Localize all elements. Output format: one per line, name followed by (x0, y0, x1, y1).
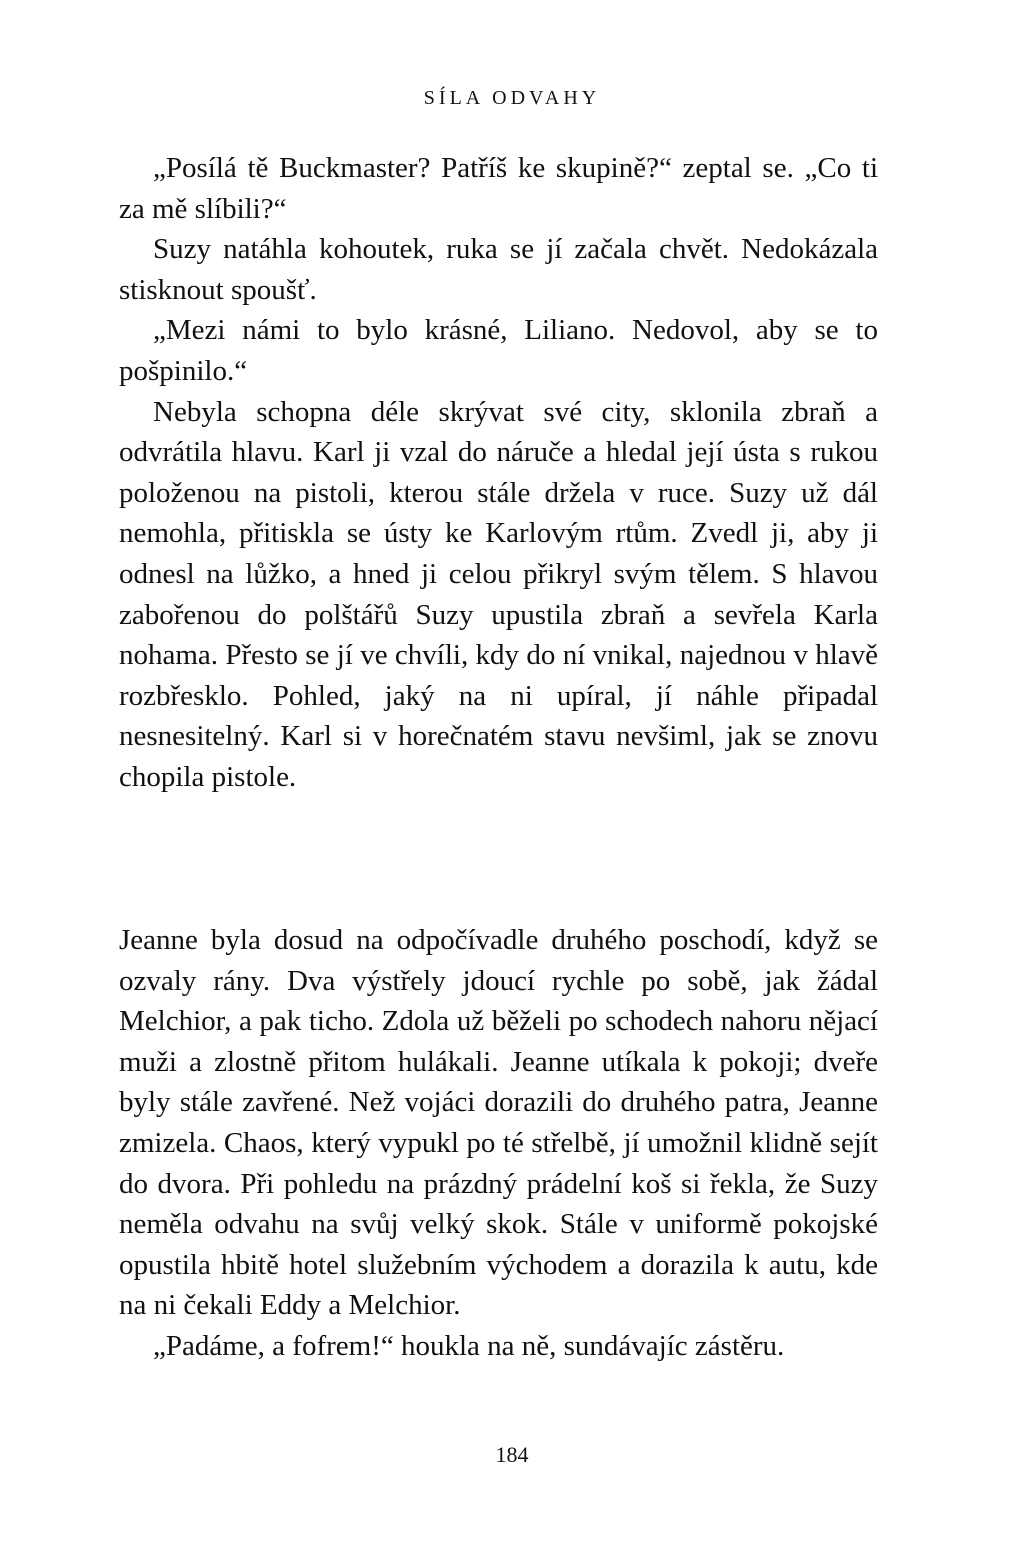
paragraph: „Posílá tě Buckmaster? Patříš ke skupině?“ zeptal se. „Co ti za mě slíbili?“ (119, 152, 878, 225)
page-number: 184 (495, 1442, 529, 1467)
running-head: SÍLA ODVAHY (423, 87, 601, 109)
section-1 (119, 148, 878, 798)
paragraph: Suzy natáhla kohoutek, ruka se jí začala chvět. Nedokázala stisknout spoušť. (119, 233, 878, 306)
paragraph: „Padáme, a fofrem!“ houkla na ně, sundávajíc zástěru. (153, 1329, 785, 1362)
paragraph: Nebyla schopna déle skrývat své city, sklonila zbraň a odvrátila hlavu. Karl ji vzal do náruče a hledal její ústa s rukou položenou na pistoli, kterou stále držela v ruce. Suzy už dál nemohla, přitiskla se ústy ke Karlovým rtům. Zvedl ji, aby ji odnesl na lůžko, a hned ji celou přikryl svým tělem. S hlavou zabořenou do polštářů Suzy upustila zbraň a sevřela Karla nohama. Přesto se jí ve chvíli, kdy do ní vnikal, najednou v hlavě rozbřesklo. Pohled, jaký na ni upíral, jí náhle připadal nesnesitelný. Karl si v horečnatém stavu nevšiml, jak se znovu chopila pistole. (119, 395, 878, 793)
section-2 (119, 920, 878, 1367)
paragraph: „Mezi námi to bylo krásné, Liliano. Nedovol, aby se to pošpinilo.“ (119, 314, 878, 387)
paragraph: Jeanne byla dosud na odpočívadle druhého poschodí, když se ozvaly rány. Dva výstřely jdoucí rychle po sobě, jak žádal Melchior, a pak ticho. Zdola už běželi po schodech nahoru nějací muži a zlostně přitom hulákali. Jeanne utíkala k pokoji; dveře byly stále zavřené. Než vojáci dorazili do druhého patra, Jeanne zmizela. Chaos, který vypukl po té střelbě, jí umožnil klidně sejít do dvora. Při pohledu na prázdný prádelní koš si řekla, že Suzy neměla odvahu na svůj velký skok. Stále v uniformě pokojské opustila hbitě hotel služebním východem a dorazila k autu, kde na ni čekali Eddy a Melchior. (119, 924, 878, 1322)
